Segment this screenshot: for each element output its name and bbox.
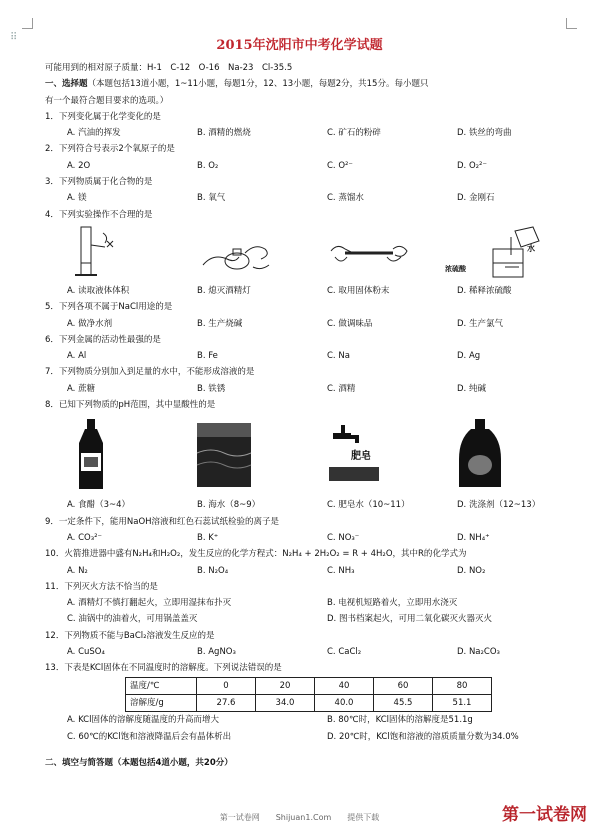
option: A. 酒精灯不慎打翻起火，立即用湿抹布扑灭 <box>67 598 232 609</box>
table-header-cell: 温度/℃ <box>126 677 197 694</box>
table-header-cell: 溶解度/g <box>126 694 197 711</box>
option: A. CuSO₄ <box>67 647 105 658</box>
option: D. Na₂CO₃ <box>457 647 500 658</box>
option: C. 肥皂水（10~11） <box>327 500 410 511</box>
option: A. 读取液体体积 <box>67 285 130 296</box>
question-options <box>45 283 565 299</box>
question-options <box>45 190 565 206</box>
question-options <box>45 497 565 513</box>
table-cell: 60 <box>374 677 433 694</box>
solubility-table <box>125 677 492 713</box>
option: D. NO₂ <box>457 565 486 576</box>
question-stem: 9．一定条件下，能用NaOH溶液和红色石蕊试纸检验的离子是 <box>45 516 280 527</box>
vinegar-bottle-figure <box>45 415 175 495</box>
option: C. 酒精 <box>327 383 356 394</box>
watermark-brand: 第一试卷网 <box>502 805 587 825</box>
option: D. 铁丝的弯曲 <box>457 128 512 139</box>
option: A. 食醋（3~4） <box>67 500 131 511</box>
option: B. 氧气 <box>197 193 226 204</box>
option: A. 汽油的挥发 <box>67 128 121 139</box>
question-options <box>45 348 565 364</box>
option: D. 稀释浓硫酸 <box>457 285 512 296</box>
option: D. 纯碱 <box>457 383 486 394</box>
question-stem: 10．火箭推进器中盛有N₂H₄和H₂O₂，发生反应的化学方程式：N₂H₄ + 2H₂O₂ = R + 4H₂O，其中R的化学式为 <box>45 549 467 560</box>
atomic-mass-line: 可能用到的相对原子质量：H-1 C-12 O-16 Na-23 Cl-35.5 <box>45 63 293 73</box>
move-handle-icon[interactable]: ⠿ <box>10 32 18 43</box>
water-label: 水 <box>527 243 535 253</box>
option: C. 做调味品 <box>327 318 373 329</box>
option: A. 镁 <box>67 193 87 204</box>
table-cell: 40.0 <box>315 694 374 711</box>
soap-label: 肥皂 <box>351 451 371 463</box>
lab-operation-figures <box>45 223 565 283</box>
option: A. Al <box>67 351 87 362</box>
option: C. 矿石的粉碎 <box>327 128 381 139</box>
question-stem: 7．下列物质分别加入到足量的水中，不能形成溶液的是 <box>45 367 255 378</box>
option: B. 电视机短路着火，立即用水浇灭 <box>327 598 458 609</box>
question-options <box>45 125 565 141</box>
option: A. CO₃²⁻ <box>67 532 102 543</box>
question-stem: 2．下列符合号表示2个氧原子的是 <box>45 144 175 155</box>
option: B. K⁺ <box>197 532 219 543</box>
option: C. O²⁻ <box>327 160 353 171</box>
section1-intro: 一、选择题（本题包括13道小题，1~11小题，每题1分，12、13小题，每题2分，共15分。每小题只 <box>45 79 429 90</box>
table-cell: 45.5 <box>374 694 433 711</box>
dilute-acid-figure <box>435 223 565 283</box>
option: B. 熄灭酒精灯 <box>197 285 251 296</box>
acid-label: 浓硫酸 <box>445 264 466 273</box>
question-stem: 1．下列变化属于化学变化的是 <box>45 111 161 122</box>
option: C. CaCl₂ <box>327 647 362 658</box>
option: D. NH₄⁺ <box>457 532 490 543</box>
option: D. O₂²⁻ <box>457 160 487 171</box>
option: B. 铁锈 <box>197 383 226 394</box>
option: B. Fe <box>197 351 218 362</box>
question-options <box>45 381 565 397</box>
option: C. 60℃的KCl饱和溶液降温后会有晶体析出 <box>67 731 232 742</box>
option: C. NH₃ <box>327 565 355 576</box>
question-stem: 5．下列各项不属于NaCl用途的是 <box>45 302 173 313</box>
option: A. 2O <box>67 160 91 171</box>
table-cell: 34.0 <box>256 694 315 711</box>
option: A. N₂ <box>67 565 88 576</box>
question-stem: 8．已知下列物质的pH范围，其中显酸性的是 <box>45 400 216 411</box>
question-options <box>45 316 565 332</box>
question-stem: 3．下列物质属于化合物的是 <box>45 177 153 188</box>
table-row <box>126 677 492 694</box>
option: A. 蔗糖 <box>67 383 96 394</box>
corner-mark-left <box>22 18 33 29</box>
option: B. 80℃时，KCl固体的溶解度是51.1g <box>327 715 473 726</box>
seawater-figure <box>175 415 305 495</box>
spacer <box>45 745 565 755</box>
option: C. Na <box>327 351 350 362</box>
question-stem: 12．下列物质不能与BaCl₂溶液发生反应的是 <box>45 630 215 641</box>
graduated-cylinder-figure <box>45 223 175 283</box>
exam-title: 2015年沈阳市中考化学试题 <box>216 38 383 53</box>
option: D. Ag <box>457 351 481 362</box>
option: D. 洗涤剂（12~13） <box>457 500 541 511</box>
option: C. 蒸馏水 <box>327 193 364 204</box>
question-options <box>45 563 565 579</box>
question-options <box>45 712 565 728</box>
table-row <box>126 694 492 711</box>
exam-body <box>45 60 565 771</box>
option: B. 生产烧碱 <box>197 318 243 329</box>
option: D. 20℃时，KCl饱和溶液的溶质质量分数为34.0% <box>327 731 519 742</box>
table-cell: 0 <box>197 677 256 694</box>
section2-heading: 二、填空与简答题（本题包括4道小题，共20分） <box>45 757 233 768</box>
question-stem: 13．下表是KCl固体在不同温度时的溶解度。下列说法错误的是 <box>45 663 282 674</box>
option: B. 海水（8~9） <box>197 500 261 511</box>
option: B. O₂ <box>197 160 219 171</box>
table-cell: 27.6 <box>197 694 256 711</box>
option: A. 做净水剂 <box>67 318 113 329</box>
option: C. NO₃⁻ <box>327 532 360 543</box>
section1-intro-cont: 有一个最符合题目要求的选项。） <box>45 95 169 106</box>
question-options <box>45 611 565 627</box>
table-cell: 40 <box>315 677 374 694</box>
question-options <box>45 530 565 546</box>
question-stem: 11．下列灭火方法不恰当的是 <box>45 581 158 592</box>
table-cell: 20 <box>256 677 315 694</box>
corner-mark-right <box>566 18 577 29</box>
question-stem: 6．下列金属的活动性最强的是 <box>45 334 161 345</box>
table-cell: 51.1 <box>433 694 492 711</box>
table-cell: 80 <box>433 677 492 694</box>
test-tube-powder-figure <box>305 223 435 283</box>
option: B. N₂O₄ <box>197 565 229 576</box>
page-footer: 第一试卷网 Shijuan1.Com 提供下载 <box>219 813 380 822</box>
detergent-bottle-figure <box>435 415 565 495</box>
question-options <box>45 158 565 174</box>
question-options <box>45 595 565 611</box>
alcohol-lamp-figure <box>175 223 305 283</box>
soap-water-figure <box>305 415 435 495</box>
option: D. 金刚石 <box>457 193 495 204</box>
option: D. 生产氯气 <box>457 318 503 329</box>
option: A. KCl固体的溶解度随温度的升高而增大 <box>67 715 219 726</box>
option: B. 酒精的燃烧 <box>197 128 251 139</box>
question-options <box>45 644 565 660</box>
question-stem: 4．下列实验操作不合理的是 <box>45 209 153 220</box>
option: D. 图书档案起火，可用二氧化碳灭火器灭火 <box>327 614 492 625</box>
option: C. 油锅中的油着火，可用锅盖盖灭 <box>67 614 198 625</box>
option: B. AgNO₃ <box>197 647 236 658</box>
question-options <box>45 729 565 745</box>
ph-product-figures <box>45 413 565 497</box>
option: C. 取用固体粉末 <box>327 285 390 296</box>
